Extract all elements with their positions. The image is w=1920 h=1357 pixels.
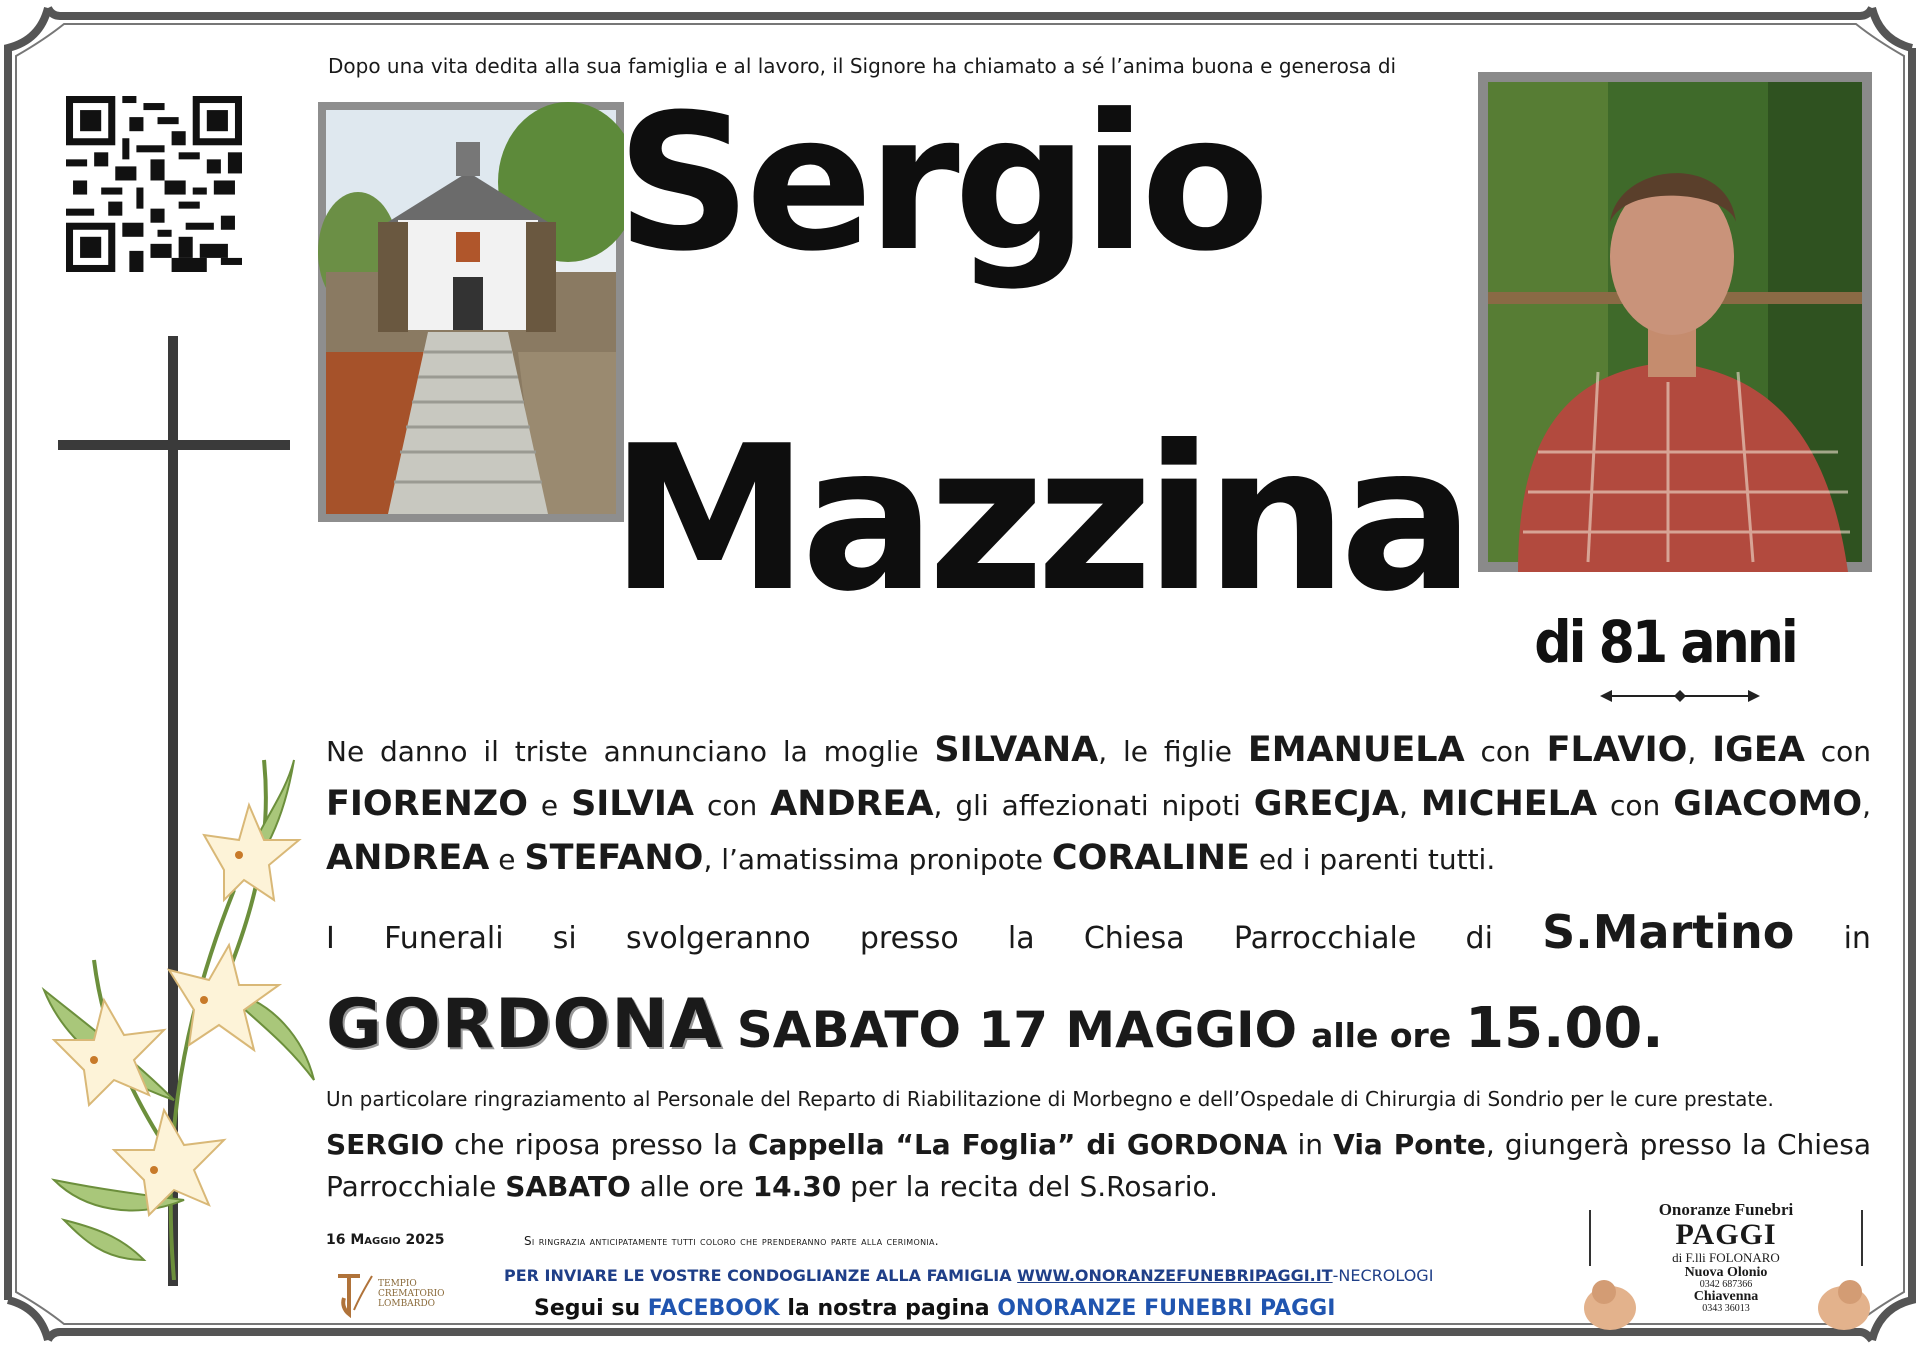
- funeral-date: SABATO 17 MAGGIO: [736, 1001, 1298, 1059]
- rest-paragraph: SERGIO che riposa presso la Cappella “La Foglia” di GORDONA in Via Ponte, giungerà presso la Chiesa Parrocchiale SABATO alle ore 14.30 per la recita del S.Rosario.: [326, 1128, 1872, 1203]
- condolences-line: PER INVIARE LE VOSTRE CONDOGLIANZE ALLA FAMIGLIA WWW.ONORANZEFUNEBRIPAGGI.IT-NECROLOGI: [504, 1266, 1434, 1285]
- portrait-photo: [1478, 72, 1872, 572]
- church-name: S.Martino: [1542, 905, 1795, 959]
- website-link[interactable]: WWW.ONORANZEFUNEBRIPAGGI.IT: [1017, 1266, 1333, 1285]
- deceased-first-name: Sergio: [616, 74, 1264, 293]
- deceased-last-name: Mazzina: [610, 403, 1467, 636]
- announcement-paragraph: Ne danno il triste annunciano la moglie SILVANA, le figlie EMANUELA con FLAVIO, IGEA con FIORENZO e SILVIA con ANDREA, gli affezionati nipoti GRECJA, MICHELA con GIACOMO, ANDREA e STEFANO, l’amatissima pronipote CORALINE ed i parenti tutti.: [326, 730, 1872, 878]
- intro-text: Dopo una vita dedita alla sua famiglia e al lavoro, il Signore ha chiamato a sé l’anima buona e generosa di: [328, 54, 1397, 78]
- advance-thanks: Si ringrazia anticipatamente tutti coloro che prenderanno parte alla cerimonia.: [524, 1234, 939, 1248]
- facebook-line: Segui su FACEBOOK la nostra pagina ONORANZE FUNEBRI PAGGI: [534, 1296, 1336, 1321]
- qr-code[interactable]: [66, 96, 242, 272]
- thanks-paragraph: Un particolare ringraziamento al Personale del Reparto di Riabilitazione di Morbegno e dell’Ospedale di Chirurgia di Sondrio per le cure prestate.: [326, 1087, 1774, 1111]
- cherub-decoration-icon: [1576, 1196, 1876, 1346]
- tempio-crematorio-logo: TEMPIO CREMATORIO LOMBARDO: [334, 1270, 445, 1318]
- publication-date: 16 Maggio 2025: [326, 1232, 445, 1248]
- town-name: GORDONA: [326, 985, 723, 1064]
- funeral-date-line: GORDONA SABATO 17 MAGGIO alle ore 15.00.: [326, 985, 1664, 1064]
- funeral-location-line: I Funerali si svolgeranno presso la Chiesa Parrocchiale di S.Martino in: [326, 905, 1871, 959]
- lily-flowers-illustration: [24, 740, 324, 1280]
- funeral-time: 15.00.: [1465, 996, 1664, 1061]
- age-label: di 81 anni: [1534, 608, 1796, 676]
- ornament-icon: [1600, 686, 1760, 706]
- funeral-home-logo: Onoranze Funebri PAGGI di F.lli FOLONARO Nuova Olonio 0342 687366 Chiavenna 0343 36013: [1576, 1196, 1876, 1346]
- tempio-logo-icon: [334, 1270, 374, 1318]
